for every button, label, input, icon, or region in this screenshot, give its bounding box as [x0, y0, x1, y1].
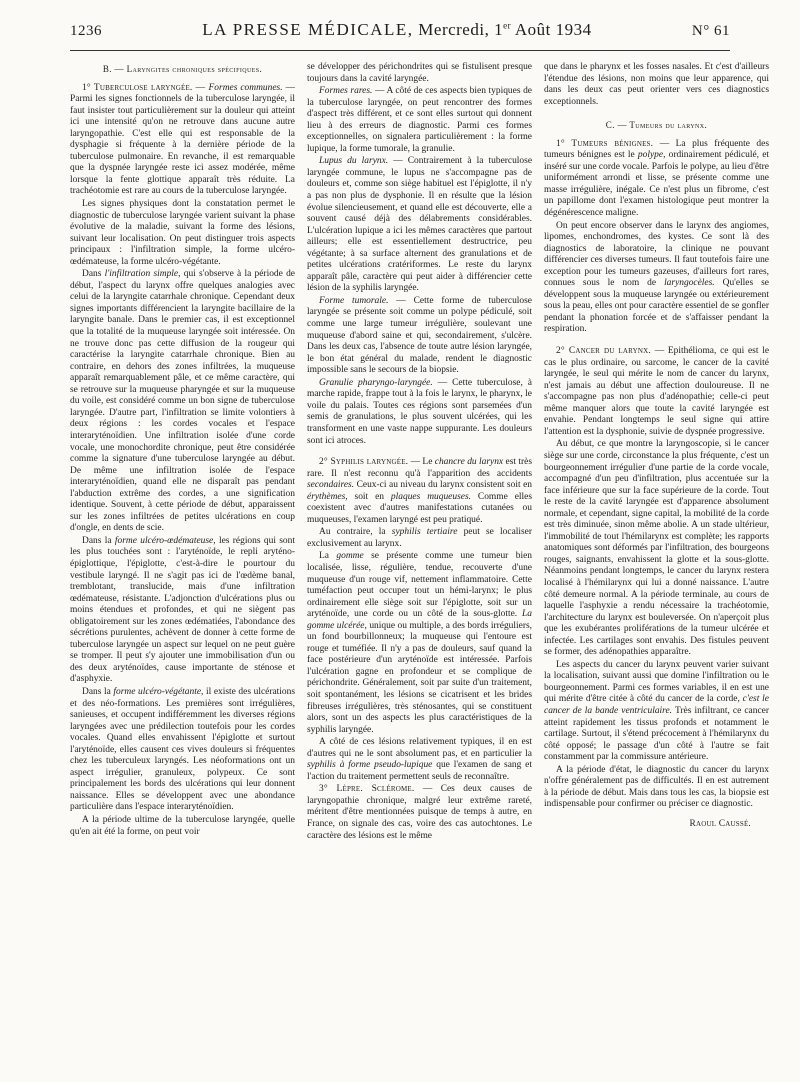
section-title-b: B. — Laryngites chroniques spécifiques. — [102, 64, 263, 74]
journal-title-line — [202, 20, 591, 40]
paragraph: 2° Syphilis laryngée. — Le chancre du larynx est très rare. Il n'est reconnu qu'à l'apparition des accidents secondaires. Ceux-ci au niveau du larynx consistent soit en érythèmes, soit en plaques muqueuses. Comme elles coexistent avec d'autres manifestations cutanées ou muqueuses, l'examen laryngé est peu pratiqué. — [307, 457, 532, 525]
paragraph: que dans le pharynx et les fosses nasales. Et c'est d'ailleurs l'étendue des lésions, non moins que leur apparence, qui dans les deux cas peut orienter vers ces diagnostics exceptionnels. — [544, 62, 769, 107]
paragraph: La gomme se présente comme une tumeur bien localisée, lisse, régulière, tendue, recouverte d'une muqueuse d'un rouge vif, nettement inflammatoire. Cette tuméfaction peut occuper tout un hémi-larynx; le plus ordinairement elle siège soit sur l'épiglotte, soit sur un aryténoïde, une corde ou un côté de la sous-glotte. La gomme ulcérée, unique ou multiple, a des bords irréguliers, un fond bourbillonneux; la muqueuse qui l'entoure est rouge et tuméfiée. Il n'y a pas de douleurs, sauf quand la face postérieure d'un aryténoïde est intéressée. Parfois l'ulcération gagne en profondeur et se complique de périchondrite. Généralement, soit par suite d'un traitement, soit spontanément, les lésions se cicatrisent et les brides fibreuses irrégulières, très sténosantes, qui se constituent alors, sont un des aspects les plus caractéristiques de la syphilis laryngée. — [307, 551, 532, 735]
paragraph: Au début, ce que montre la laryngoscopie, si le cancer siège sur une corde, circonstance la plus fréquente, c'est un bourgeonnement irrégulier d'une partie de la corde vocale, accompagné d'un peu d'infiltration, plus accentuée sur la face inférieure que sur la face supérieure de la corde. Tout le reste de la cavité laryngée est d'apparence absolument normale, et cependant, signe capital, la mobilité de la corde est très diminuée, sinon même abolie. A un stade ultérieur, l'immobilité de tout l'hémilarynx est complète; les rapports anatomiques sont déformés par l'infiltration, des bourgeons rouges, saignants, envahissent la glotte et la sous-glotte. Néanmoins pendant longtemps, le cancer du larynx restera localisé à l'hémilarynx qui lui a donné naissance. L'autre côté demeure normal. A la période terminale, au cours de laquelle l'asphyxie a rendu nécessaire la trachéotomie, l'architecture du larynx est bouleversée. On n'aperçoit plus que les exubérantes proliférations de la tumeur ulcérée et infectée. Les cartilages sont envahis. Des fistules peuvent se former, des adénopathies apparaître. — [544, 439, 769, 658]
column-1 — [70, 62, 295, 1072]
paragraph: Forme tumorale. — Cette forme de tuberculose laryngée se présente soit comme un polype pédiculé, soit comme une large tumeur irrégulière, soulevant une muqueuse d'abord saine et qui, secondairement, s'ulcère. Dans les deux cas, l'absence de toute autre lésion laryngée, le bon état général du malade, rendent le diagnostic impossible sans le secours de la biopsie. — [307, 295, 532, 376]
issue-number: N° 61 — [691, 23, 730, 39]
paragraph: On peut encore observer dans le larynx des angiomes, lipomes, enchondromes, des kystes. Ce sont là des diagnostics de laboratoire, la clinique ne pouvant différencier ces diverses tumeurs. Il faut toutefois faire une exception pour les tumeurs gazeuses, d'ailleurs fort rares, connues sous le nom de laryngocèles. Qu'elles se développent sous la muqueuse laryngée ou extérieurement sous la peau, elles ont pour caractère essentiel de se gonfler pendant la phonation forcée et de s'affaisser pendant la respiration. — [544, 220, 769, 335]
page-number: 1236 — [70, 23, 102, 39]
paragraph: Dans la forme ulcéro-végétante, il existe des ulcérations et des néo-formations. Les premières sont irrégulières, sanieuses, et occupent indifféremment les diverses régions laryngées avec une prédilection toutefois pour les cordes vocales. Quand elles envahissent l'épiglotte et surtout l'aryténoïde, elles causent ces vives douleurs si fréquentes chez les tuberculeux laryngés. Les néoformations ont un aspect irrégulier, granuleux, polypeux. Ce sont principalement les bords des ulcérations qui leur donnent naissance. Elles se développent avec une abondance particulière dans l'espace interaryténoïdien. — [70, 686, 295, 813]
page-header — [70, 20, 730, 51]
paragraph: Granulie pharyngo-laryngée. — Cette tuberculose, à marche rapide, frappe tout à la fois le larynx, le pharynx, le voile du palais. Toutes ces régions sont parsemées d'un semis de granulations, le plus souvent ulcérées, qui les transforment en une vaste nappe suppurante. Les douleurs sont ici atroces. — [307, 377, 532, 446]
paragraph: Dans l'infiltration simple, qui s'observe à la période de début, l'aspect du larynx offre quelques analogies avec celui de la laryngite catarrhale chronique. Cependant deux signes importants différencient la laryngite bacillaire de la laryngite banale. Dans le premier cas, il est exceptionnel que la totalité de la muqueuse laryngée soit intéressée. On ne trouve donc pas cette diffusion de la rougeur qui caractérise la laryngite catarrhale chronique. Bien au contraire, en dehors des zones infiltrées, la muqueuse apparaît remarquablement pâle, et ce même caractère, qui se retrouve sur la muqueuse pharyngée et sur la muqueuse du voile, est considéré comme un bon signe de tuberculose laryngée. D'autre part, l'infiltration se limite volontiers à deux régions : les cordes vocales et l'espace interaryténoïdien. Une infiltration isolée d'une corde vocale, une monochordite chronique, peut être considérée comme la signature d'une tuberculose laryngée au début. De même une infiltration isolée de l'espace interaryténoïdien, quand elle ne disparaît pas pendant l'abduction extrême des cordes, a une signification identique. Souvent, à cette période de début, apparaissent sur les zones infiltrées de petites ulcérations en coup d'ongle, en dents de scie. — [70, 269, 295, 534]
journal-name: LA PRESSE MÉDICALE, — [202, 20, 414, 39]
paragraph: Au contraire, la syphilis tertiaire peut se localiser exclusivement au larynx. — [307, 527, 532, 549]
paragraph: Formes rares. — A côté de ces aspects bien typiques de la tuberculose laryngée, on peut rencontrer des formes d'aspect très différent, et ce sont elles surtout qui donnent lieu à des erreurs de diagnostic. Parmi ces formes exceptionnelles, on signalera particulièrement : la forme lupique, la forme tumorale, la granulie. — [307, 86, 532, 154]
issue-date: Mercredi, 1er Août 1934 — [418, 20, 592, 39]
paragraph: A la période ultime de la tuberculose laryngée, quelle qu'en ait été la forme, on peut voir — [70, 815, 295, 837]
paragraph: 3° Lèpre. Sclérome. — Ces deux causes de laryngopathie chronique, malgré leur extrême rareté, méritent d'être mentionnées puisque de temps à autre, en France, on signale des cas, voire des cas autochtones. Le caractère des lésions est le même — [307, 784, 532, 841]
author-signature: Raoul Caussé. — [689, 818, 751, 829]
paragraph: 1° Tuberculose laryngée. — Formes communes. — Parmi les signes fonctionnels de la tuberculose laryngée, il faut insister tout particulièrement sur la douleur qui atteint ici une intensité qu'on ne retrouve dans aucune autre laryngopathie. C'est elle qui est responsable de la dysphagie si fréquente à la dernière période de la tuberculose pulmonaire. En revanche, il est remarquable que la dyspnée laryngée reste ici assez modérée, même lorsque la fente glottique apparaît très réduite. La trachéotomie est rare au cours de la tuberculose laryngée. — [70, 82, 295, 197]
paragraph: 2° Cancer du larynx. — Epithélioma, ce qui est le cas le plus ordinaire, ou sarcome, le cancer de la cavité laryngée, le seul qui mérite le nom de cancer du larynx, n'est jamais au début une affection douloureuse. Il ne s'accompagne pas non plus d'adénopathie; celle-ci peut même manquer alors que toute la cavité laryngée est envahie. Pendant longtemps le seul signe qui attire l'attention est la dysphonie, suivie de dyspnée progressive. — [544, 346, 769, 437]
paragraph: se développer des périchondrites qui se fistulisent presque toujours dans la cavité laryngée. — [307, 62, 532, 84]
paragraph: A côté de ces lésions relativement typiques, il en est d'autres qui ne le sont absolument pas, et en particulier la syphilis à forme pseudo-lupique que l'examen de sang et l'action du traitement permettent seuls de reconnaître. — [307, 737, 532, 782]
paragraph: Dans la forme ulcéro-œdémateuse, les régions qui sont les plus touchées sont : l'aryténoïde, le repli aryténo-épiglottique, l'épiglotte, c'est-à-dire le pourtour du vestibule laryngé. Il ne s'agit pas ici de l'œdème banal, tremblotant, translucide, mais d'une infiltration œdémateuse, résistante. L'adjonction d'ulcérations plus ou moins étendues et profondes, et qui ne siègent pas obligatoirement sur les zones œdématiées, l'abondance des sécrétions purulentes, achèvent de donner à cette forme de tuberculose laryngée un aspect sur lequel on ne peut guère se tromper. Il peut s'y ajouter une immobilisation d'un ou des deux aryténoïdes, cause importante de sténose et d'asphyxie. — [70, 535, 295, 685]
paragraph: Les signes physiques dont la constatation permet le diagnostic de tuberculose laryngée varient suivant la phase évolutive de la maladie, suivant la forme des lésions, suivant leur localisation. On peut distinguer trois aspects principaux : l'infiltration simple, la forme ulcéro-œdémateuse, la forme ulcéro-végétante. — [70, 199, 295, 267]
paragraph: Les aspects du cancer du larynx peuvent varier suivant la localisation, suivant aussi que domine l'infiltration ou le bourgeonnement. Parmi ces formes variables, il en est une qui mérite d'être citée à côté du cancer de la corde, c'est le cancer de la bande ventriculaire. Très infiltrant, ce cancer atteint rapidement les tissus profonds et notamment le cartilage. Surtout, il s'étend précocement à l'hémilarynx du côté opposé; le passage d'un côté à l'autre se fait constamment par la commissure antérieure. — [544, 659, 769, 763]
section-title-c: C. — Tumeurs du larynx. — [605, 120, 708, 131]
paragraph: 1° Tumeurs bénignes. — La plus fréquente des tumeurs bénignes est le polype, ordinairement pédiculé, et inséré sur une corde vocale. Parfois le polype, au lieu d'être uniformément arrondi et lisse, se présente comme une masse irrégulière, inégale. Ce n'est plus un fibrome, c'est un papillome dont l'examen histologique peut montrer la dégénérescence maligne. — [544, 138, 769, 219]
paragraph: Lupus du larynx. — Contrairement à la tuberculose laryngée commune, le lupus ne s'accompagne pas de douleurs et, comme son siège habituel est l'épiglotte, il n'y a pas non plus de dysphonie. Il en résulte que la lésion évolue silencieusement, et quand elle est découverte, elle a souvent causé déjà des délabrements considérables. L'ulcération lupique a ici les mêmes caractères que partout ailleurs; elle est essentiellement destructrice, peu végétante; à sa surface alternent des granulations et de petites ulcérations cratériformes. Le reste du larynx apparaît pâle, caractère qui peut aider à différencier cette lésion de la syphilis laryngée. — [307, 156, 532, 294]
article-columns — [70, 62, 770, 1072]
column-2 — [307, 62, 532, 1072]
paragraph: A la période d'état, le diagnostic du cancer du larynx n'offre généralement pas de difficultés. Il en est autrement à la période de début. Mais dans tous les cas, la biopsie est indispensable pour confirmer ou préciser ce diagnostic. — [544, 764, 769, 810]
column-3 — [544, 62, 769, 1072]
